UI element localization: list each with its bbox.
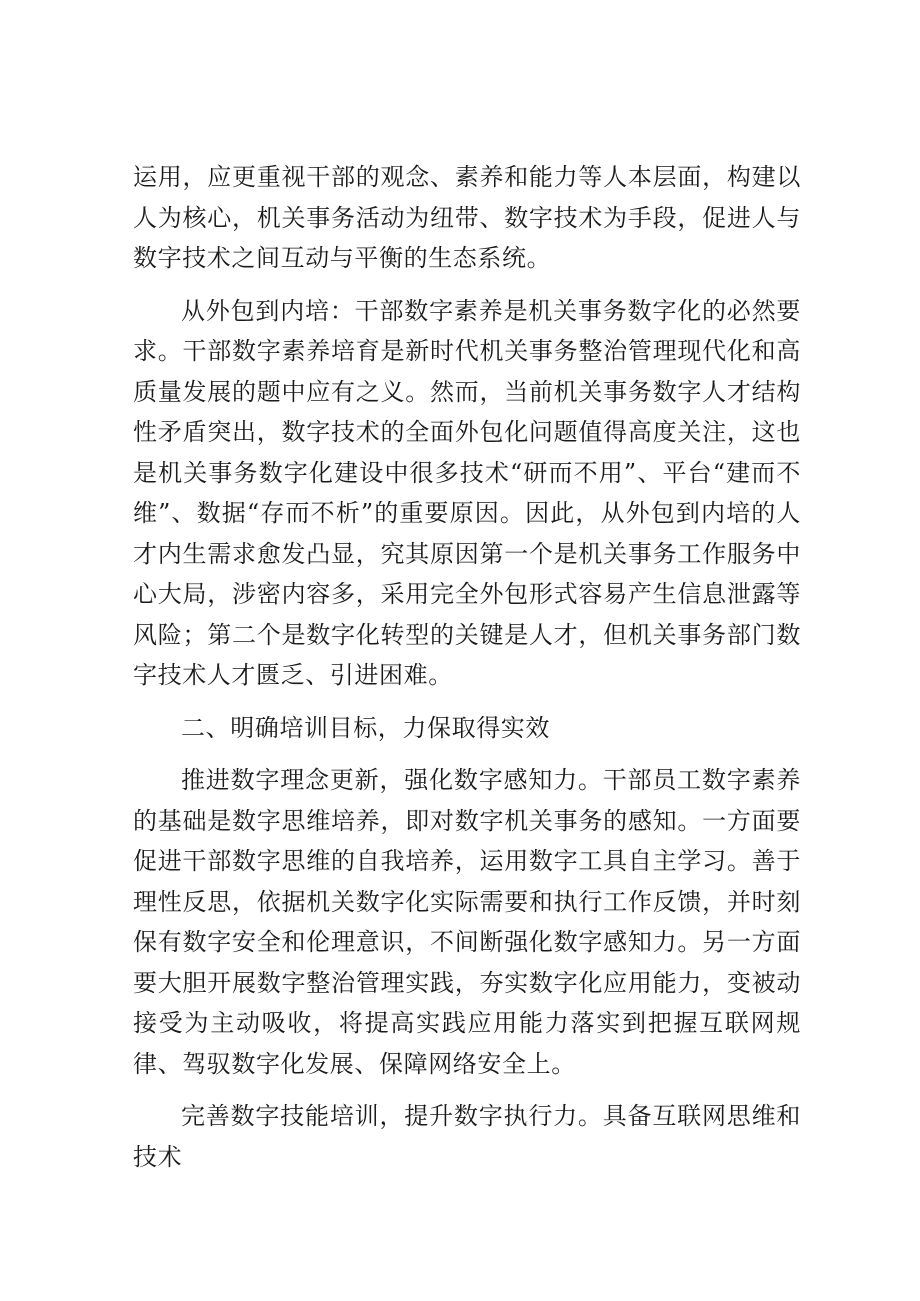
paragraph-digital-skills: 完善数字技能培训，提升数字执行力。具备互联网思维和技术 — [133, 1102, 801, 1171]
paragraph-continuation: 运用，应更重视干部的观念、素养和能力等人本层面，构建以人为核心，机关事务活动为纽带、数字技术为手段，促进人与数字技术之间互动与平衡的生态系统。 — [133, 163, 801, 272]
document-body — [133, 157, 801, 1177]
paragraph-outsourcing-to-training: 从外包到内培：干部数字素养是机关事务数字化的必然要求。干部数字素养培育是新时代机关事务整治管理现代化和高质量发展的题中应有之义。然而，当前机关事务数字人才结构性矛盾突出，数字技术的全面外包化问题值得高度关注，这也是机关事务数字化建设中很多技术“研而不用”、平台“建而不维”、数据“存而不析”的重要原因。因此，从外包到内培的人才内生需求愈发凸显，究其原因第一个是机关事务工作服务中心大局，涉密内容多，采用完全外包形式容易产生信息泄露等风险；第二个是数字化转型的关键是人才，但机关事务部门数字技术人才匮乏、引进困难。 — [133, 296, 801, 689]
section-heading-training-goals: 二、明确培训目标，力保取得实效 — [181, 713, 550, 742]
paragraph-digital-awareness: 推进数字理念更新，强化数字感知力。干部员工数字素养的基础是数字思维培养，即对数字机关事务的感知。一方面要促进干部数字思维的自我培养，运用数字工具自主学习。善于理性反思，依据机关数字化实际需要和执行工作反馈，并时刻保有数字安全和伦理意识，不间断强化数字感知力。另一方面要大胆开展数字整治管理实践，夯实数字化应用能力，变被动接受为主动吸收，将提高实践应用能力落实到把握互联网规律、驾驭数字化发展、保障网络安全上。 — [133, 766, 801, 1078]
